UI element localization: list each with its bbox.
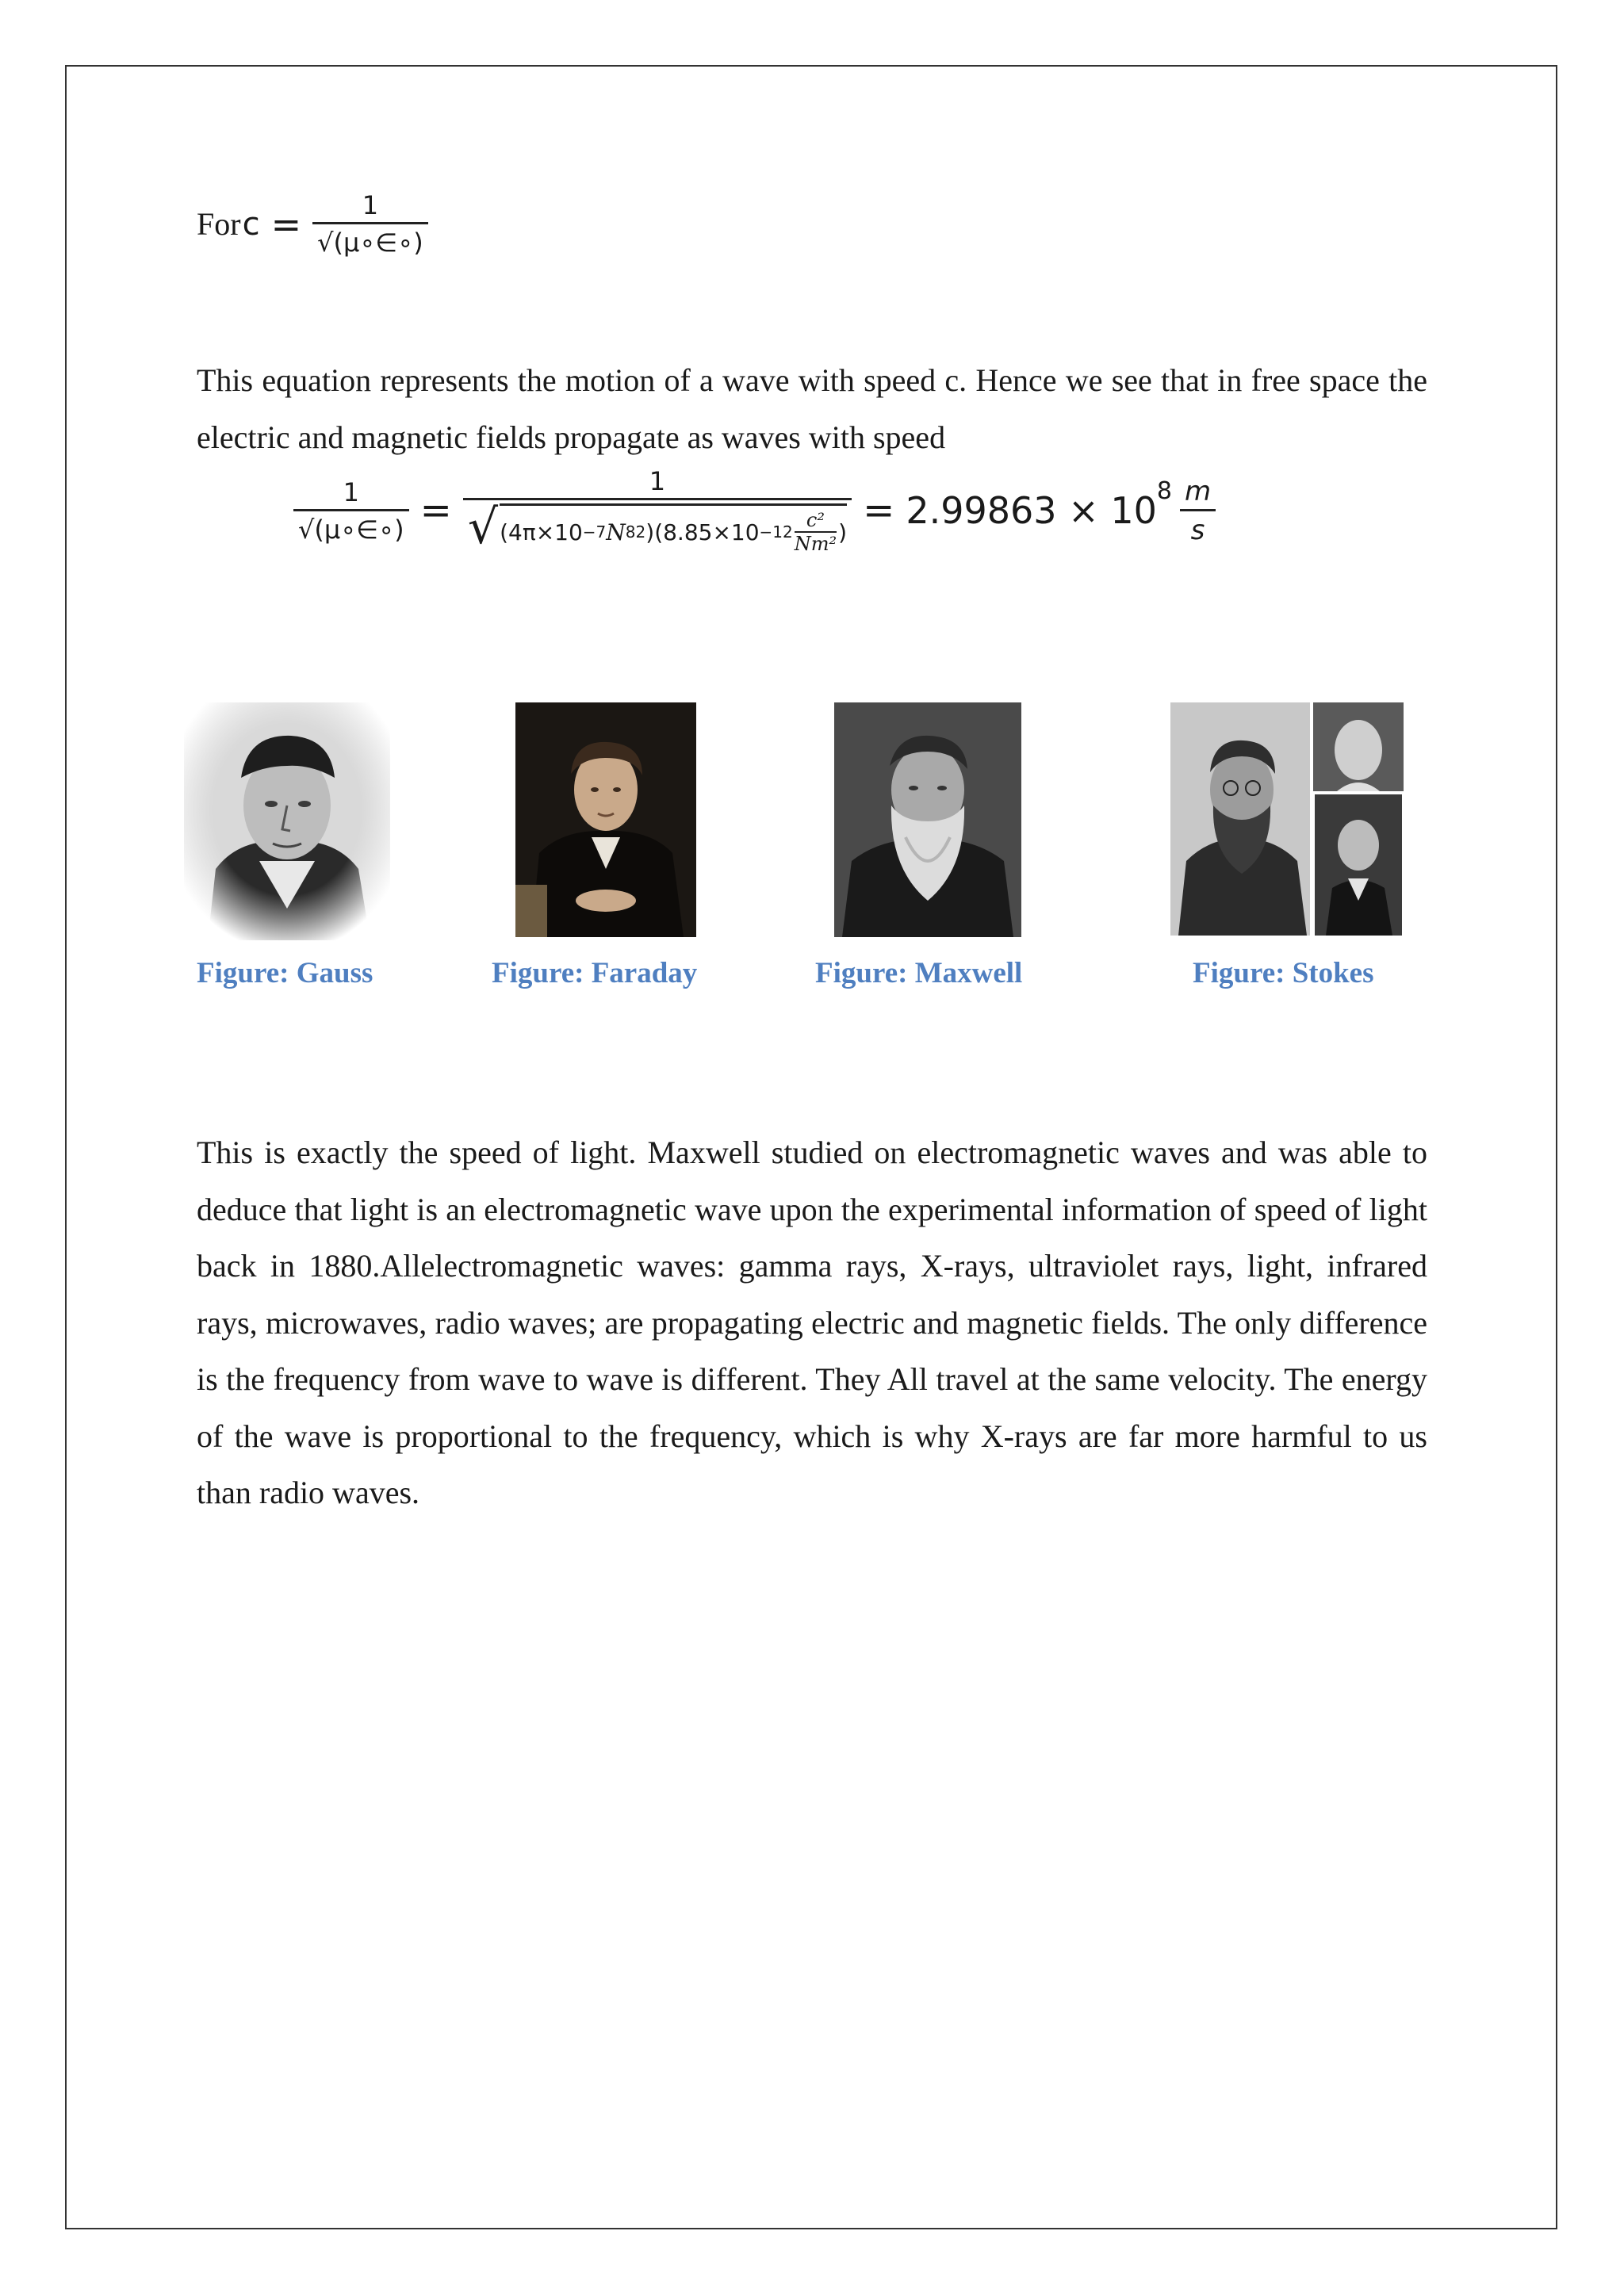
lhs-denominator: √(μ∘∈∘) (298, 514, 404, 545)
caption-gauss: Figure: Gauss (197, 957, 373, 989)
exponent: −12 (759, 522, 793, 541)
paragraph-speed-of-light: This is exactly the speed of light. Maxwell studied on electromagnetic waves and was able to deduce that light is an electromagnetic wave upon the experimental information of speed of light back in 1880.Allelectromagnetic waves: gamma rays, X-rays, ultraviolet rays, light, infrared rays, microwaves, radio waves; are propagating electric and magnetic fields. The only difference is the frequency from wave to wave is different. They All travel at the same velocity. The energy of the wave is proportional to the frequency, which is why X-rays are far more harmful to us than radio waves. (197, 1135, 1427, 1510)
caption-stokes: Figure: Stokes (1193, 957, 1374, 989)
speed-calculation-formula (293, 466, 1216, 555)
maxwell-portrait (834, 702, 1021, 937)
faraday-portrait (515, 702, 696, 937)
permittivity-term: (8.85×10 (654, 519, 760, 545)
result-exponent: 8 (1156, 476, 1172, 505)
radical-sign: √ (467, 499, 499, 555)
unit-denominator: Nm² (794, 533, 837, 555)
subscript: 8 (625, 522, 636, 541)
result-unit (1180, 476, 1216, 546)
portrait-maxwell-icon (834, 702, 1021, 937)
fraction-denominator: √(μ∘∈∘) (317, 228, 423, 258)
fraction-numerator: 1 (362, 190, 379, 220)
unit-numerator: c² (806, 509, 825, 531)
square-root (467, 499, 848, 555)
stokes-portrait (1170, 702, 1404, 936)
middle-fraction (463, 466, 852, 555)
radicand (500, 503, 847, 555)
formula-lhs: c (242, 205, 260, 243)
middle-numerator: 1 (649, 466, 666, 496)
formula-fraction (312, 190, 428, 258)
equals-sign: = (419, 488, 452, 533)
unit-fraction (795, 509, 837, 555)
unit-variable: N (606, 519, 626, 545)
lhs-numerator: 1 (343, 476, 359, 507)
portrait-gauss-icon (184, 702, 390, 940)
equals-sign: = (270, 202, 302, 246)
unit-meters: m (1184, 475, 1212, 507)
unit-seconds: s (1190, 514, 1205, 546)
middle-denominator (463, 500, 852, 555)
speed-of-light-formula (197, 190, 428, 258)
equals-sign: = (863, 488, 895, 533)
paragraph-intro: This equation represents the motion of a wave with speed c. Hence we see that in free space the electric and magnetic fields propagate as waves with speed (197, 362, 1427, 455)
result-mantissa: 2.99863 × 10 (906, 489, 1157, 532)
formula-prefix: For (197, 206, 241, 242)
caption-maxwell: Figure: Maxwell (815, 957, 1023, 989)
paren-close: ) (645, 519, 655, 545)
caption-faraday: Figure: Faraday (492, 957, 698, 989)
result-value (906, 476, 1216, 546)
paren-close: ) (838, 519, 848, 545)
lhs-fraction (293, 477, 409, 545)
gauss-portrait (184, 702, 390, 940)
portrait-stokes-icon (1170, 702, 1404, 936)
exponent: −7 (582, 522, 607, 541)
permeability-term: (4π×10 (500, 519, 583, 545)
superscript: 2 (635, 522, 646, 541)
portrait-faraday-icon (515, 702, 696, 937)
